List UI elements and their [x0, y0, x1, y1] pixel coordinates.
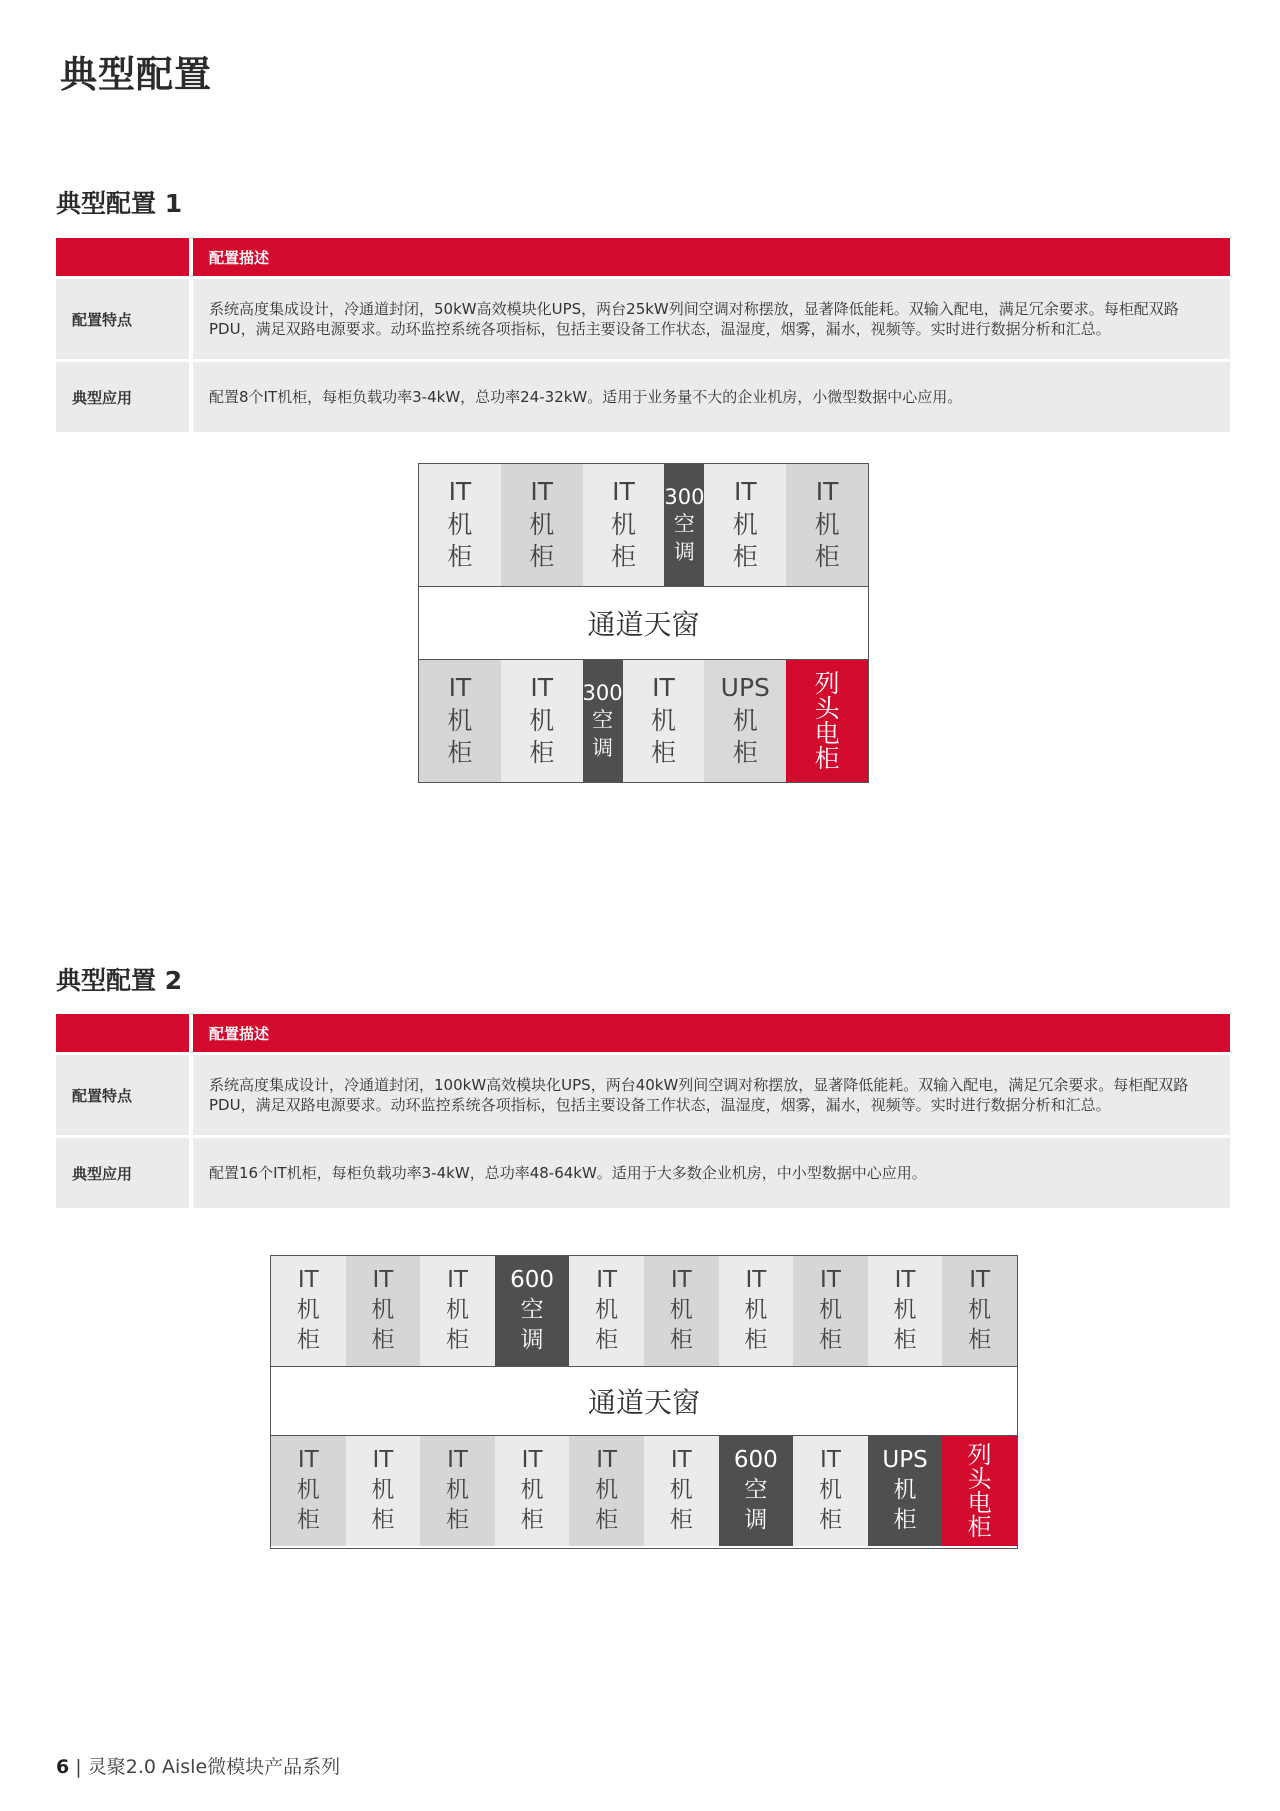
it-cabinet — [583, 464, 665, 586]
cabinet-label-line: 空 — [592, 708, 614, 733]
row-value: 配置8个IT机柜，每柜负载功率3-4kW，总功率24-32kW。适用于业务量不大的企业机房，小微型数据中心应用。 — [193, 362, 1230, 432]
cabinet-label-line: 机 — [445, 1297, 469, 1324]
cabinet-layout-diagram-2 — [270, 1255, 1018, 1549]
cabinet-label-line: 柜 — [732, 542, 758, 572]
table-header-row — [56, 238, 1230, 276]
cabinet-label-line: 机 — [744, 1297, 768, 1324]
it-cabinet — [704, 464, 786, 586]
it-cabinet — [271, 1256, 346, 1366]
cabinet-label-line: 600 — [733, 1447, 778, 1474]
cabinet-layout-diagram-1 — [418, 463, 869, 783]
cabinet-label-line: 机 — [669, 1297, 693, 1324]
config-table-1 — [56, 238, 1230, 432]
cabinet-label-line: 柜 — [818, 1506, 842, 1533]
cabinet-label-line: 600 — [510, 1267, 555, 1294]
cabinet-label-line: 机 — [445, 1477, 469, 1504]
cabinet-label-line: 柜 — [595, 1326, 619, 1353]
cabinet-label-line: 调 — [673, 539, 695, 564]
cabinet-label-line: 机 — [529, 705, 555, 735]
cabinet-label-line: IT — [372, 1447, 394, 1474]
power-distribution-cabinet — [942, 1436, 1017, 1546]
cabinet-label-line: IT — [297, 1447, 319, 1474]
footer-separator: | — [75, 1756, 82, 1778]
cabinet-label-line: IT — [448, 477, 472, 507]
footer-text: 灵聚2.0 Aisle微模块产品系列 — [87, 1756, 341, 1778]
cabinet-label-line: 列 — [814, 669, 840, 698]
it-cabinet — [419, 464, 501, 586]
top-cabinet-row — [271, 1256, 1017, 1366]
it-cabinet — [501, 464, 583, 586]
air-conditioner-unit — [719, 1436, 794, 1546]
air-conditioner-unit — [583, 660, 623, 782]
cabinet-label-line: 头 — [967, 1465, 992, 1493]
cabinet-label-line: IT — [521, 1447, 543, 1474]
it-cabinet — [420, 1436, 495, 1546]
cabinet-label-line: 柜 — [520, 1506, 544, 1533]
cabinet-label-line: 机 — [610, 509, 636, 539]
row-value: 配置16个IT机柜，每柜负载功率3-4kW，总功率48-64kW。适用于大多数企业机房，中小型数据中心应用。 — [193, 1138, 1230, 1208]
aisle-skylight-label: 通道天窗 — [419, 586, 868, 660]
it-cabinet — [419, 660, 501, 782]
cabinet-label-line: IT — [670, 1267, 692, 1294]
cabinet-label-line: 机 — [968, 1297, 992, 1324]
cabinet-label-line: 柜 — [529, 738, 555, 768]
cabinet-label-line: 机 — [296, 1297, 320, 1324]
air-conditioner-unit — [664, 464, 704, 586]
cabinet-label-line: 空 — [520, 1297, 544, 1324]
cabinet-label-line: 机 — [650, 705, 676, 735]
cabinet-label-line: IT — [372, 1267, 394, 1294]
cabinet-label-line: 列 — [967, 1441, 992, 1469]
row-value: 系统高度集成设计，冷通道封闭，100kW高效模块化UPS，两台40kW列间空调对称摆放，显著降低能耗。双输入配电，满足冗余要求。每柜配双路PDU，满足双路电源要求。动环监控系统各项指标，包括主要设备工作状态，温湿度，烟雾，漏水，视频等。实时进行数据分析和汇总。 — [193, 1055, 1230, 1135]
cabinet-label-line: 机 — [520, 1477, 544, 1504]
cabinet-label-line: 柜 — [814, 744, 840, 773]
cabinet-label-line: 柜 — [595, 1506, 619, 1533]
row-value: 系统高度集成设计，冷通道封闭，50kW高效模块化UPS，两台25kW列间空调对称摆放，显著降低能耗。双输入配电，满足冗余要求。每柜配双路PDU，满足双路电源要求。动环监控系统各项指标，包括主要设备工作状态，温湿度，烟雾，漏水，视频等。实时进行数据分析和汇总。 — [193, 279, 1230, 359]
it-cabinet — [346, 1436, 421, 1546]
cabinet-label-line: UPS — [720, 673, 770, 703]
it-cabinet — [623, 660, 705, 782]
cabinet-label-line: 柜 — [529, 542, 555, 572]
cabinet-label-line: 柜 — [296, 1326, 320, 1353]
cabinet-label-line: 调 — [520, 1326, 544, 1353]
cabinet-label-line: 柜 — [610, 542, 636, 572]
aisle-skylight-label: 通道天窗 — [271, 1366, 1017, 1436]
table-row — [56, 279, 1230, 359]
ups-cabinet — [704, 660, 786, 782]
it-cabinet — [569, 1256, 644, 1366]
cabinet-label-line: 机 — [893, 1477, 917, 1504]
cabinet-label-line: IT — [820, 1267, 841, 1294]
cabinet-label-line: 机 — [732, 509, 758, 539]
it-cabinet — [793, 1256, 868, 1366]
cabinet-label-line: UPS — [882, 1447, 928, 1474]
cabinet-label-line: 调 — [744, 1506, 768, 1533]
row-label: 典型应用 — [56, 1138, 189, 1208]
cabinet-label-line: 柜 — [650, 738, 676, 768]
cabinet-label-line: 电 — [814, 719, 840, 748]
page-footer — [56, 1752, 340, 1779]
cabinet-label-line: IT — [815, 477, 839, 507]
cabinet-label-line: 机 — [296, 1477, 320, 1504]
cabinet-label-line: 机 — [893, 1297, 917, 1324]
cabinet-label-line: IT — [596, 1447, 618, 1474]
section-title-2: 典型配置 2 — [56, 966, 183, 995]
table-row — [56, 1055, 1230, 1135]
top-cabinet-row — [419, 464, 868, 586]
cabinet-label-line: IT — [612, 477, 635, 507]
it-cabinet — [501, 660, 583, 782]
ups-cabinet — [868, 1436, 943, 1546]
it-cabinet — [942, 1256, 1017, 1366]
it-cabinet — [495, 1436, 570, 1546]
cabinet-label-line: 调 — [592, 735, 614, 760]
cabinet-label-line: 机 — [818, 1477, 842, 1504]
power-distribution-cabinet — [786, 660, 868, 782]
cabinet-label-line: 机 — [732, 705, 758, 735]
cabinet-label-line: 柜 — [296, 1506, 320, 1533]
it-cabinet — [793, 1436, 868, 1546]
air-conditioner-unit — [495, 1256, 570, 1366]
table-row — [56, 1138, 1230, 1208]
cabinet-label-line: 空 — [673, 512, 695, 537]
cabinet-label-line: 柜 — [669, 1326, 693, 1353]
cabinet-label-line: 机 — [595, 1297, 619, 1324]
it-cabinet — [346, 1256, 421, 1366]
cabinet-label-line: 电 — [967, 1489, 992, 1517]
cabinet-label-line: 300 — [582, 681, 623, 706]
cabinet-label-line: 柜 — [893, 1506, 917, 1533]
cabinet-label-line: 机 — [447, 509, 473, 539]
cabinet-label-line: 柜 — [371, 1326, 395, 1353]
cabinet-label-line: IT — [530, 673, 554, 703]
it-cabinet — [644, 1436, 719, 1546]
row-label: 配置特点 — [56, 1055, 189, 1135]
table-header-label: 配置描述 — [193, 1014, 1230, 1052]
bottom-cabinet-row — [271, 1436, 1017, 1546]
row-label: 配置特点 — [56, 279, 189, 359]
bottom-cabinet-row — [419, 660, 868, 782]
cabinet-label-line: 柜 — [893, 1326, 917, 1353]
cabinet-label-line: IT — [530, 477, 554, 507]
it-cabinet — [868, 1256, 943, 1366]
section-title-1: 典型配置 1 — [56, 189, 183, 218]
cabinet-label-line: 空 — [744, 1477, 768, 1504]
cabinet-label-line: 柜 — [814, 542, 840, 572]
it-cabinet — [569, 1436, 644, 1546]
it-cabinet — [644, 1256, 719, 1366]
cabinet-label-line: IT — [297, 1267, 319, 1294]
table-header-label: 配置描述 — [193, 238, 1230, 276]
cabinet-label-line: 柜 — [967, 1513, 992, 1541]
row-label: 典型应用 — [56, 362, 189, 432]
cabinet-label-line: 柜 — [744, 1326, 768, 1353]
it-cabinet — [786, 464, 868, 586]
page-title: 典型配置 — [60, 53, 212, 96]
cabinet-label-line: 柜 — [968, 1326, 992, 1353]
cabinet-label-line: 柜 — [371, 1506, 395, 1533]
cabinet-label-line: 机 — [669, 1477, 693, 1504]
cabinet-label-line: 机 — [595, 1477, 619, 1504]
cabinet-label-line: 机 — [814, 509, 840, 539]
cabinet-label-line: 柜 — [445, 1326, 469, 1353]
cabinet-label-line: 300 — [664, 485, 705, 510]
cabinet-label-line: 柜 — [732, 738, 758, 768]
cabinet-label-line: 机 — [371, 1297, 395, 1324]
cabinet-label-line: 柜 — [445, 1506, 469, 1533]
page-number: 6 — [56, 1756, 70, 1778]
cabinet-label-line: IT — [670, 1447, 692, 1474]
table-row — [56, 362, 1230, 432]
cabinet-label-line: IT — [448, 673, 472, 703]
cabinet-label-line: IT — [447, 1447, 468, 1474]
cabinet-label-line: IT — [447, 1267, 468, 1294]
it-cabinet — [271, 1436, 346, 1546]
cabinet-label-line: IT — [894, 1267, 916, 1294]
cabinet-label-line: 机 — [818, 1297, 842, 1324]
cabinet-label-line: 机 — [447, 705, 473, 735]
it-cabinet — [420, 1256, 495, 1366]
cabinet-label-line: 头 — [814, 694, 840, 723]
cabinet-label-line: IT — [745, 1267, 767, 1294]
cabinet-label-line: 柜 — [818, 1326, 842, 1353]
cabinet-label-line: IT — [596, 1267, 618, 1294]
cabinet-label-line: 机 — [371, 1477, 395, 1504]
cabinet-label-line: IT — [652, 673, 675, 703]
cabinet-label-line: 柜 — [447, 542, 473, 572]
cabinet-label-line: 柜 — [669, 1506, 693, 1533]
table-header-row — [56, 1014, 1230, 1052]
cabinet-label-line: IT — [969, 1267, 991, 1294]
cabinet-label-line: 机 — [529, 509, 555, 539]
cabinet-label-line: IT — [820, 1447, 841, 1474]
it-cabinet — [719, 1256, 794, 1366]
cabinet-label-line: IT — [733, 477, 757, 507]
config-table-2 — [56, 1014, 1230, 1208]
cabinet-label-line: 柜 — [447, 738, 473, 768]
